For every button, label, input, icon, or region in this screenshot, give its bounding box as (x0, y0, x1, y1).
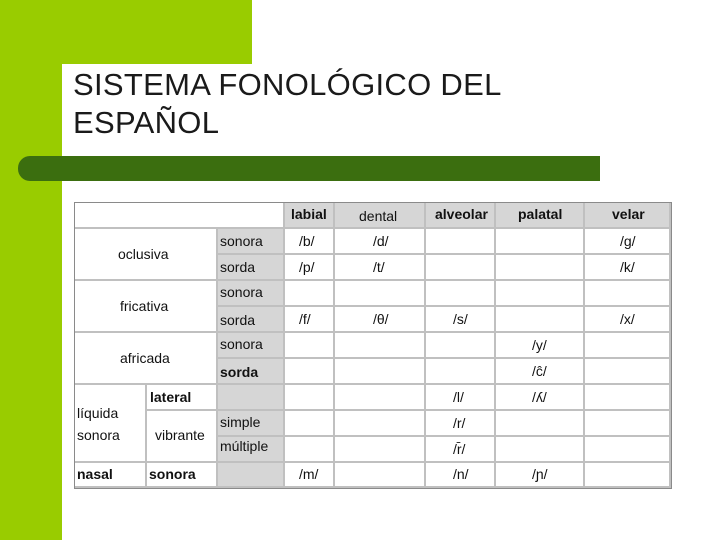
phoneme-x: /x/ (620, 311, 635, 327)
cell-empty (285, 333, 335, 359)
voicing-simple (218, 411, 285, 437)
voicing-multiple (218, 437, 285, 463)
header-palatal-label: palatal (518, 206, 563, 222)
cell-empty (335, 385, 426, 411)
cell-empty (335, 437, 426, 463)
cell-empty (285, 281, 335, 307)
category-oclusiva (75, 229, 218, 281)
cell-t (335, 255, 426, 281)
phoneme-r: /r/ (453, 415, 466, 431)
header-velar (585, 203, 671, 229)
phoneme-d: /d/ (373, 233, 389, 249)
voicing-oclusiva-sonora-label: sonora (220, 233, 263, 249)
cell-empty (426, 359, 496, 385)
cell-empty (335, 463, 426, 488)
cell-s (426, 307, 496, 333)
cell-nn (496, 463, 585, 488)
cell-empty (585, 333, 671, 359)
voicing-fricativa-sonora (218, 281, 285, 307)
cell-d (335, 229, 426, 255)
cell-k (585, 255, 671, 281)
phoneme-ch: /ĉ/ (532, 363, 547, 379)
category-vibrante (147, 411, 218, 463)
cell-g (585, 229, 671, 255)
slide-title (73, 66, 673, 142)
cell-y (496, 333, 585, 359)
voicing-africada-sorda-label: sorda (220, 364, 259, 380)
cell-empty (585, 385, 671, 411)
phoneme-rr: /r̄/ (453, 441, 466, 457)
voicing-oclusiva-sorda (218, 255, 285, 281)
category-lateral (147, 385, 218, 411)
phoneme-s: /s/ (453, 311, 468, 327)
cell-empty (426, 333, 496, 359)
top-accent-block (0, 0, 252, 64)
category-liquida (75, 385, 147, 463)
cell-empty (426, 281, 496, 307)
cell-empty (496, 281, 585, 307)
cell-empty (496, 255, 585, 281)
phoneme-g: /g/ (620, 233, 636, 249)
phoneme-nn: /ɲ/ (532, 466, 548, 482)
cell-f (285, 307, 335, 333)
phoneme-l: /l/ (453, 389, 464, 405)
header-dental-label: dental (359, 208, 398, 224)
cell-empty (496, 437, 585, 463)
category-fricativa (75, 281, 218, 333)
phoneme-theta: /θ/ (373, 311, 389, 327)
cell-empty (335, 411, 426, 437)
lateral-voicing (218, 385, 285, 411)
cell-empty (285, 385, 335, 411)
cell-rr (426, 437, 496, 463)
voicing-simple-label: simple (220, 414, 261, 430)
cell-m (285, 463, 335, 488)
phoneme-t: /t/ (373, 259, 385, 275)
header-alveolar-label: alveolar (435, 206, 488, 222)
category-liquida-sonora-label: sonora (77, 427, 120, 443)
header-palatal (496, 203, 585, 229)
cell-p (285, 255, 335, 281)
phoneme-ll: /ʎ/ (532, 389, 547, 405)
phoneme-m: /m/ (299, 466, 319, 482)
voicing-oclusiva-sorda-label: sorda (220, 259, 256, 275)
cell-ll (496, 385, 585, 411)
title-divider (18, 156, 600, 181)
category-africada (75, 333, 218, 385)
left-accent-bar (0, 0, 62, 540)
cell-empty (585, 359, 671, 385)
category-fricativa-label: fricativa (120, 298, 169, 314)
cell-empty (335, 281, 426, 307)
cell-empty (496, 411, 585, 437)
cell-empty (285, 411, 335, 437)
phoneme-n: /n/ (453, 466, 469, 482)
voicing-africada-sonora (218, 333, 285, 359)
cell-theta (335, 307, 426, 333)
phoneme-f: /f/ (299, 311, 311, 327)
voicing-fricativa-sonora-label: sonora (220, 284, 263, 300)
title-line-1: SISTEMA FONOLÓGICO DEL (73, 67, 502, 102)
phoneme-k: /k/ (620, 259, 635, 275)
cell-l (426, 385, 496, 411)
header-empty (75, 203, 285, 229)
voicing-multiple-label: múltiple (220, 438, 269, 454)
voicing-africada-sonora-label: sonora (220, 336, 263, 352)
cell-empty (585, 463, 671, 488)
phoneme-b: /b/ (299, 233, 315, 249)
voicing-oclusiva-sonora (218, 229, 285, 255)
cell-empty (426, 229, 496, 255)
header-alveolar (426, 203, 496, 229)
category-africada-label: africada (120, 350, 170, 366)
category-oclusiva-label: oclusiva (118, 246, 169, 262)
category-liquida-label: líquida (77, 405, 119, 421)
header-labial (285, 203, 335, 229)
voicing-fricativa-sorda (218, 307, 285, 333)
cell-x (585, 307, 671, 333)
cell-empty (285, 437, 335, 463)
cell-empty (585, 411, 671, 437)
cell-empty (285, 359, 335, 385)
phoneme-y: /y/ (532, 337, 547, 353)
cell-ch (496, 359, 585, 385)
cell-n (426, 463, 496, 488)
cell-empty (585, 437, 671, 463)
nasal-voicing (218, 463, 285, 488)
category-nasal-label: nasal (77, 466, 113, 482)
category-nasal (75, 463, 147, 488)
cell-empty (496, 307, 585, 333)
phoneme-table (74, 202, 672, 489)
cell-empty (335, 333, 426, 359)
cell-b (285, 229, 335, 255)
category-lateral-label: lateral (150, 389, 192, 405)
cell-empty (585, 281, 671, 307)
cell-empty (496, 229, 585, 255)
cell-r (426, 411, 496, 437)
phoneme-p: /p/ (299, 259, 315, 275)
category-nasal-sonora (147, 463, 218, 488)
title-line-2: ESPAÑOL (73, 105, 220, 140)
header-labial-label: labial (291, 206, 327, 222)
voicing-fricativa-sorda-label: sorda (220, 312, 256, 328)
header-dental (335, 203, 426, 229)
category-nasal-sonora-label: sonora (149, 466, 196, 482)
cell-empty (335, 359, 426, 385)
header-velar-label: velar (612, 206, 645, 222)
voicing-africada-sorda (218, 359, 285, 385)
cell-empty (426, 255, 496, 281)
category-vibrante-label: vibrante (155, 427, 205, 443)
